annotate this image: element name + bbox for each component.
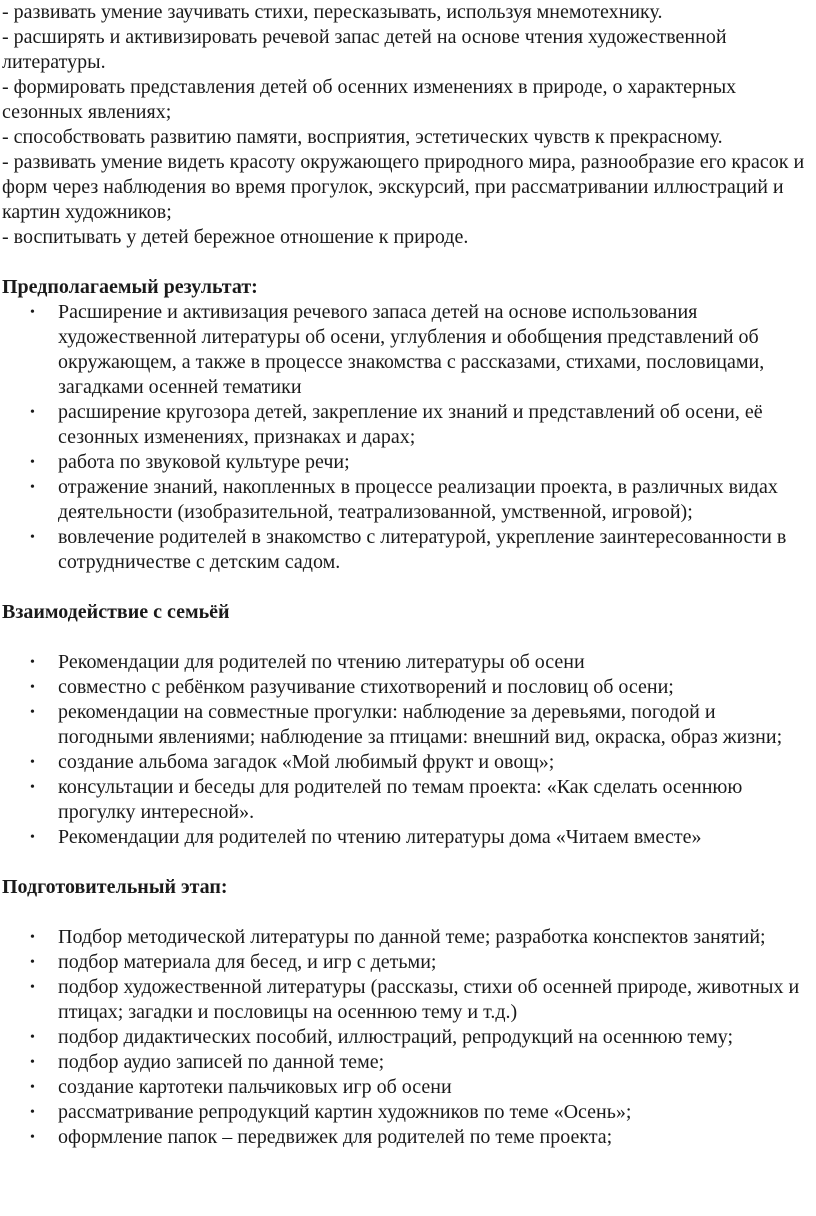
bullet-icon: • [30, 305, 35, 320]
list-item [2, 1125, 816, 1150]
bullet-icon: • [30, 1080, 35, 1095]
intro-line: - воспитывать у детей бережное отношение к природе. [2, 226, 469, 248]
bullet-icon: • [30, 480, 35, 495]
bullet-icon: • [30, 680, 35, 695]
bullet-icon: • [30, 1055, 35, 1070]
list-item-text: рассматривание репродукций картин художников по теме «Осень»; [58, 1101, 632, 1123]
bullet-icon: • [30, 1130, 35, 1145]
list-item [2, 925, 816, 950]
intro-goals [2, 0, 816, 250]
bullet-icon: • [30, 980, 35, 995]
section-heading-expected-result: Предполагаемый результат: [2, 276, 258, 298]
intro-line: - развивать умение заучивать стихи, пересказывать, используя мнемотехнику. [2, 1, 663, 23]
list-item-text: Подбор методической литературы по данной теме; разработка конспектов занятий; [58, 926, 766, 948]
bullet-icon: • [30, 455, 35, 470]
list-item-text: подбор дидактических пособий, иллюстраций, репродукций на осеннюю тему; [58, 1026, 734, 1048]
list-item [2, 400, 816, 450]
section-heading-family-interaction: Взаимодействие с семьёй [2, 601, 230, 623]
list-item-text: Рекомендации для родителей по чтению литературы дома «Читаем вместе» [58, 826, 702, 848]
list-item-text: рекомендации на совместные прогулки: наблюдение за деревьями, погодой и погодными явлениями; наблюдение за птицами: внешний вид, окраска, образ жизни; [58, 701, 783, 748]
spacer [2, 575, 816, 600]
bullet-icon: • [30, 930, 35, 945]
list-item [2, 300, 816, 400]
list-item [2, 950, 816, 975]
section-heading-preparatory-stage: Подготовительный этап: [2, 876, 228, 898]
list-item [2, 1025, 816, 1050]
list-item [2, 650, 816, 675]
list-item-text: совместно с ребёнком разучивание стихотворений и пословиц об осени; [58, 676, 674, 698]
bullet-icon: • [30, 405, 35, 420]
family-interaction-list [2, 650, 816, 850]
list-item [2, 525, 816, 575]
list-item [2, 975, 816, 1025]
intro-line: - формировать представления детей об осенних изменениях в природе, о характерных сезонных явлениях; [2, 76, 737, 123]
intro-line: - развивать умение видеть красоту окружающего природного мира, разнообразие его красок и форм через наблюдения во время прогулок, экскурсий, при рассматривании иллюстраций и картин художников; [2, 151, 805, 223]
list-item [2, 675, 816, 700]
bullet-icon: • [30, 780, 35, 795]
list-item-text: подбор аудио записей по данной теме; [58, 1051, 385, 1073]
spacer [2, 625, 816, 650]
spacer [2, 850, 816, 875]
list-item-text: работа по звуковой культуре речи; [58, 451, 350, 473]
list-item [2, 775, 816, 825]
spacer [2, 900, 816, 925]
list-item-text: Рекомендации для родителей по чтению литературы об осени [58, 651, 585, 673]
bullet-icon: • [30, 705, 35, 720]
list-item [2, 1075, 816, 1100]
bullet-icon: • [30, 655, 35, 670]
list-item-text: подбор художественной литературы (рассказы, стихи об осенней природе, животных и птицах; загадки и пословицы на осеннюю тему и т.д.) [58, 976, 800, 1023]
list-item-text: расширение кругозора детей, закрепление их знаний и представлений об осени, её сезонных изменениях, признаках и дарах; [58, 401, 763, 448]
list-item [2, 450, 816, 475]
list-item-text: создание картотеки пальчиковых игр об осени [58, 1076, 452, 1098]
expected-result-list [2, 300, 816, 575]
bullet-icon: • [30, 830, 35, 845]
list-item [2, 1050, 816, 1075]
intro-line: - способствовать развитию памяти, восприятия, эстетических чувств к прекрасному. [2, 126, 723, 148]
list-item [2, 1100, 816, 1125]
list-item [2, 825, 816, 850]
spacer [2, 250, 816, 275]
list-item-text: подбор материала для бесед, и игр с детьми; [58, 951, 437, 973]
list-item-text: консультации и беседы для родителей по темам проекта: «Как сделать осеннюю прогулку интересной». [58, 776, 743, 823]
list-item [2, 475, 816, 525]
bullet-icon: • [30, 1030, 35, 1045]
list-item [2, 750, 816, 775]
bullet-icon: • [30, 755, 35, 770]
list-item-text: отражение знаний, накопленных в процессе реализации проекта, в различных видах деятельности (изобразительной, театрализованной, умственной, игровой); [58, 476, 778, 523]
list-item-text: Расширение и активизация речевого запаса детей на основе использования художественной литературы об осени, углубления и обобщения представлений об окружающем, а также в процессе знакомства с рассказами, стихами, пословицами, загадками осенней тематики [58, 301, 765, 398]
list-item-text: создание альбома загадок «Мой любимый фрукт и овощ»; [58, 751, 555, 773]
bullet-icon: • [30, 530, 35, 545]
list-item-text: вовлечение родителей в знакомство с литературой, укрепление заинтересованности в сотрудничестве с детским садом. [58, 526, 787, 573]
list-item [2, 700, 816, 750]
intro-line: - расширять и активизировать речевой запас детей на основе чтения художественной литературы. [2, 26, 727, 73]
preparatory-stage-list [2, 925, 816, 1150]
bullet-icon: • [30, 955, 35, 970]
bullet-icon: • [30, 1105, 35, 1120]
list-item-text: оформление папок – передвижек для родителей по теме проекта; [58, 1126, 613, 1148]
